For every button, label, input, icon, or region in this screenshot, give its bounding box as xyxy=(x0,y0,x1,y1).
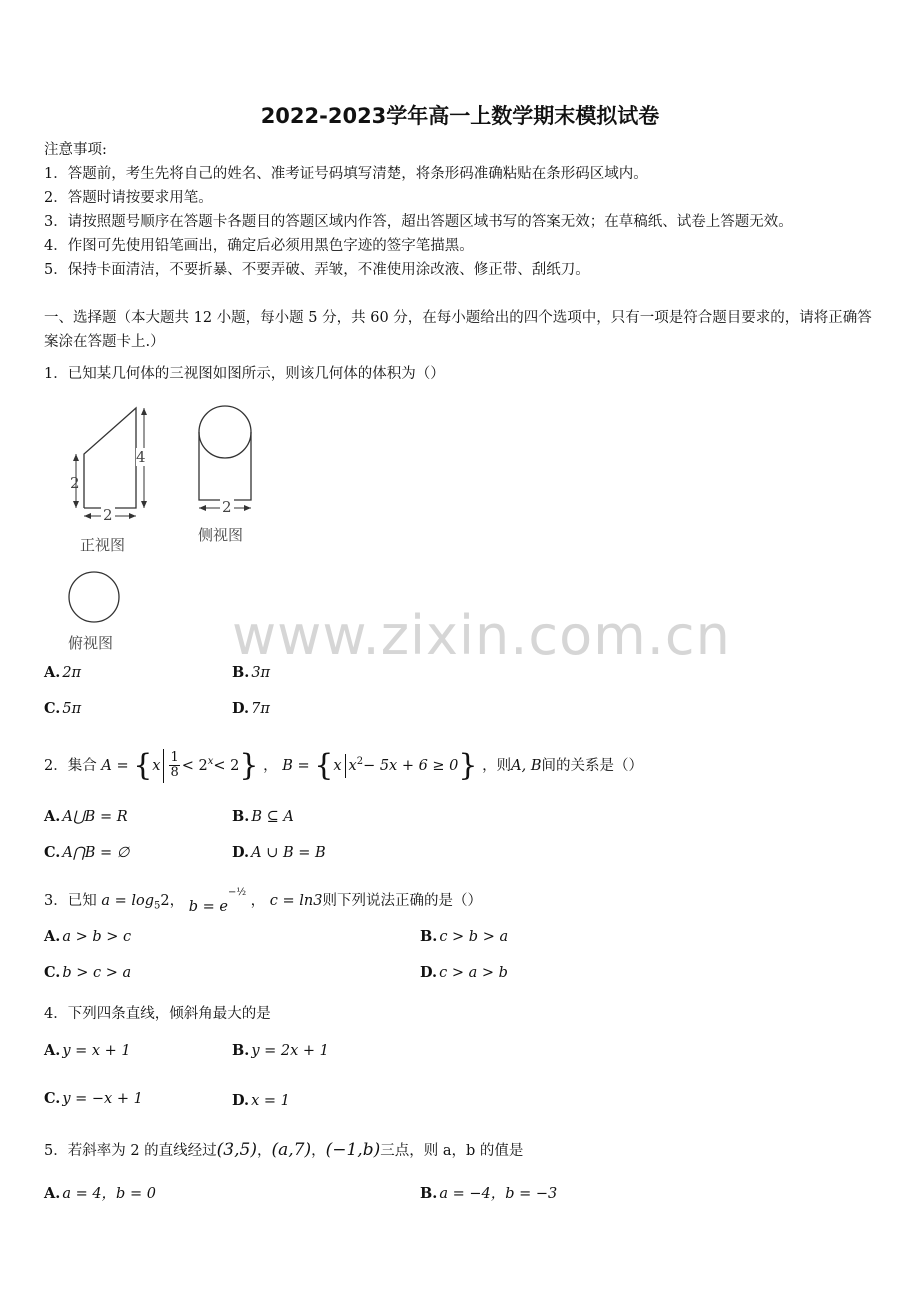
q2-suffix-b: 间的关系是（） xyxy=(541,757,643,774)
q4-option-d[interactable] xyxy=(232,1092,290,1109)
option-text: 7π xyxy=(251,701,270,717)
dim-label-2-left: 2 xyxy=(70,474,80,492)
q5-point-3: (−1,b) xyxy=(325,1140,381,1160)
watermark: www.zixin.com.cn xyxy=(232,604,731,667)
option-text: c > a > b xyxy=(439,965,508,981)
top-view-label: 俯视图 xyxy=(68,634,114,652)
option-text: y = 2x + 1 xyxy=(251,1043,329,1059)
q1-option-b[interactable] xyxy=(232,664,270,681)
q5-sep-2: ， xyxy=(311,1143,326,1159)
option-key: D. xyxy=(232,844,250,861)
cond1-mid: < 2 xyxy=(181,757,208,774)
q2-prefix: 2．集合 xyxy=(44,757,97,774)
option-key: C. xyxy=(44,1090,61,1107)
option-text: 2π xyxy=(62,665,82,681)
q1-option-c[interactable] xyxy=(44,700,81,717)
right-brace-icon: } xyxy=(458,747,478,783)
arrow-down-icon xyxy=(141,501,147,508)
cond2-sup: 2 xyxy=(356,756,364,767)
cond1-end: < 2 xyxy=(213,757,240,774)
left-brace-icon: { xyxy=(314,747,334,783)
top-view-figure xyxy=(64,568,126,628)
q3-c-sep: ， xyxy=(250,892,266,909)
arrow-left-icon xyxy=(84,513,91,519)
side-view-circle xyxy=(199,406,251,458)
option-key: A. xyxy=(44,1185,61,1202)
set-a-name: A xyxy=(101,757,112,774)
side-view-label: 侧视图 xyxy=(198,526,244,544)
q5-suffix: 三点，则 a，b 的值是 xyxy=(380,1143,524,1159)
right-brace-icon: } xyxy=(239,747,259,783)
q5-stem xyxy=(44,1138,523,1163)
q3-a-sub: 5 xyxy=(154,900,161,912)
dim-label-4: 4 xyxy=(136,448,146,466)
option-text: B ⊆ A xyxy=(251,809,294,825)
option-text: A⋂B = ∅ xyxy=(62,845,130,861)
option-text: 5π xyxy=(62,701,82,717)
equals-sign: = xyxy=(116,757,129,774)
option-key: C. xyxy=(44,700,61,717)
q3-option-c[interactable] xyxy=(44,964,131,981)
option-text: y = x + 1 xyxy=(62,1043,131,1059)
option-key: A. xyxy=(44,928,61,945)
q5-sep-1: ， xyxy=(256,1143,272,1159)
option-key: B. xyxy=(232,1042,250,1059)
option-text: b > c > a xyxy=(62,965,132,981)
option-text: a = 4，b = 0 xyxy=(62,1186,156,1202)
q4-stem: 4．下列四条直线，倾斜角最大的是 xyxy=(44,1006,271,1022)
front-view-label: 正视图 xyxy=(80,536,126,554)
notice-item-4: 4．作图可先使用铅笔画出，确定后必须用黑色字迹的签字笔描黑。 xyxy=(44,238,474,254)
q2-option-d[interactable] xyxy=(232,844,326,861)
option-text: A⋃B = R xyxy=(62,809,128,825)
q1-stem: 1．已知某几何体的三视图如图所示，则该几何体的体积为（） xyxy=(44,366,445,382)
q5-option-b[interactable] xyxy=(420,1182,557,1203)
option-key: A. xyxy=(44,664,61,681)
q5-option-a[interactable] xyxy=(44,1182,156,1203)
q2-stem xyxy=(44,740,643,788)
set-bar xyxy=(163,749,164,783)
notice-item-5: 5．保持卡面清洁，不要折暴、不要弄破、弄皱，不准使用涂改液、修正带、刮纸刀。 xyxy=(44,262,590,278)
fraction xyxy=(169,751,179,780)
option-key: B. xyxy=(420,928,438,945)
set-b-def: B = xyxy=(282,757,310,774)
q5-point-1: (3,5) xyxy=(216,1140,257,1160)
q3-option-d[interactable] xyxy=(420,964,508,981)
side-view-rect xyxy=(199,432,251,500)
q4-option-a[interactable] xyxy=(44,1042,131,1059)
arrow-right-icon xyxy=(244,505,251,511)
option-key: C. xyxy=(44,964,61,981)
q3-a-def: a = log xyxy=(101,892,155,909)
q1-option-d[interactable] xyxy=(232,700,270,717)
notice-item-2: 2．答题时请按要求用笔。 xyxy=(44,190,213,206)
q1-option-a[interactable] xyxy=(44,664,81,681)
notice-heading: 注意事项: xyxy=(44,142,107,158)
arrow-down-icon xyxy=(73,501,79,508)
option-text: x = 1 xyxy=(251,1093,290,1109)
q4-option-b[interactable] xyxy=(232,1042,329,1059)
q3-suffix: 则下列说法正确的是（） xyxy=(322,892,482,909)
q3-b-sup: −½ xyxy=(227,887,247,898)
option-key: D. xyxy=(420,964,438,981)
page-title: 2022-2023学年高一上数学期末模拟试卷 xyxy=(260,104,660,128)
arrow-right-icon xyxy=(129,513,136,519)
arrow-up-icon xyxy=(73,454,79,461)
q5-prefix: 5．若斜率为 2 的直线经过 xyxy=(44,1143,217,1159)
option-key: C. xyxy=(44,844,61,861)
option-text: A ∪ B = B xyxy=(251,845,326,861)
option-text: 3π xyxy=(251,665,271,681)
option-key: B. xyxy=(420,1185,438,1202)
option-text: c > b > a xyxy=(439,929,509,945)
q3-option-a[interactable] xyxy=(44,928,131,945)
option-text: a > b > c xyxy=(62,929,132,945)
q2-option-b[interactable] xyxy=(232,808,294,825)
q3-option-b[interactable] xyxy=(420,928,508,945)
q3-prefix: 3．已知 xyxy=(44,892,97,909)
option-key: D. xyxy=(232,1092,250,1109)
q2-option-a[interactable] xyxy=(44,808,128,825)
q3-stem xyxy=(44,884,482,920)
fraction-numerator: 1 xyxy=(170,750,179,766)
notice-item-3: 3．请按照题号顺序在答题卡各题目的答题区域内作答，超出答题区域书写的答案无效；在草稿纸、试卷上答题无效。 xyxy=(44,214,793,230)
comma: ， xyxy=(263,757,278,774)
q4-option-c[interactable] xyxy=(44,1090,143,1107)
cond1-sup: x xyxy=(207,756,214,767)
notice-item-1: 1．答题前，考生先将自己的姓名、准考证号码填写清楚，将条形码准确粘贴在条形码区域内。 xyxy=(44,166,648,182)
set-bar xyxy=(345,754,346,778)
arrow-up-icon xyxy=(141,408,147,415)
q3-c-def: c = ln3 xyxy=(269,892,323,909)
fraction-denominator: 8 xyxy=(170,765,179,781)
set-b-var: x xyxy=(333,757,342,774)
q5-point-2: (a,7) xyxy=(271,1140,312,1160)
option-text: y = −x + 1 xyxy=(62,1091,143,1107)
cond2-var: x xyxy=(348,757,357,774)
q3-a-end: 2， xyxy=(160,892,185,909)
option-key: A. xyxy=(44,1042,61,1059)
option-key: B. xyxy=(232,808,250,825)
front-view-shape xyxy=(84,408,136,508)
option-key: A. xyxy=(44,808,61,825)
dim-label-side-2: 2 xyxy=(222,498,232,516)
left-brace-icon: { xyxy=(133,747,153,783)
arrow-left-icon xyxy=(199,505,206,511)
q2-suffix-a: ，则 xyxy=(482,757,512,774)
dim-label-2-bottom: 2 xyxy=(103,506,113,524)
cond2-rest: − 5x + 6 ≥ 0 xyxy=(363,757,459,774)
option-key: B. xyxy=(232,664,250,681)
top-view-circle xyxy=(69,572,119,622)
set-a-var: x xyxy=(152,757,161,774)
q2-option-c[interactable] xyxy=(44,844,129,861)
q2-suffix-m: A, B xyxy=(511,757,542,774)
option-key: D. xyxy=(232,700,250,717)
q3-b-def: b = e xyxy=(188,898,228,915)
option-text: a = −4，b = −3 xyxy=(439,1186,558,1202)
section-heading: 一、选择题（本大题共 12 小题，每小题 5 分，共 60 分，在每小题给出的四个选项中，只有一项是符合题目要求的，请将正确答案涂在答题卡上.） xyxy=(44,310,872,350)
